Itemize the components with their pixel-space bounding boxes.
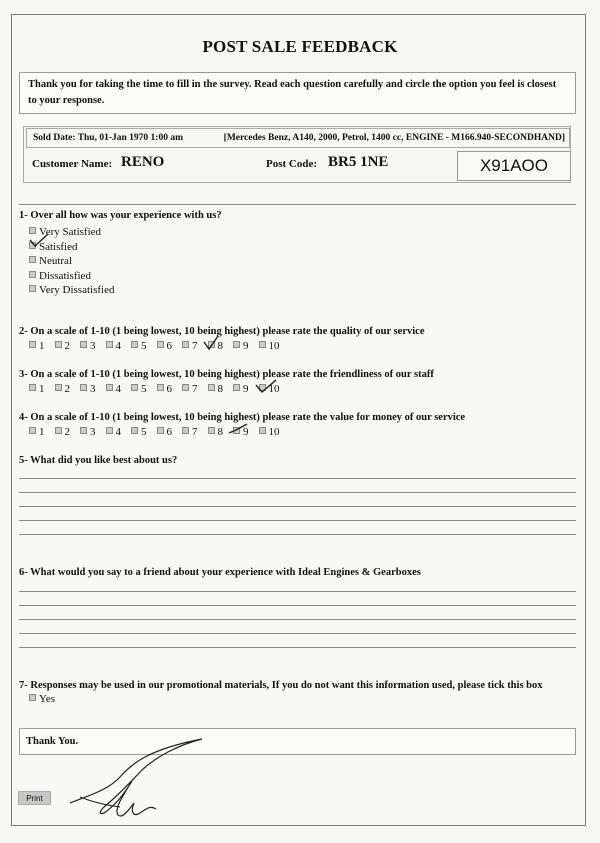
question-7: 7- Responses may be used in our promotional materials, If you do not want this information used, please tick this box (19, 680, 543, 691)
q3-rating-checkbox[interactable] (131, 384, 138, 391)
intro-box: Thank you for taking the time to fill in the survey. Read each question carefully and circle the option you feel is closest to your response. (19, 72, 576, 114)
q2-rating-option[interactable] (131, 340, 157, 352)
q3-rating-option[interactable] (157, 383, 183, 395)
q3-rating-label: 3 (90, 383, 96, 395)
answer-line (19, 478, 576, 479)
customer-name-value: RENO (121, 154, 165, 170)
q3-rating-label: 6 (166, 383, 172, 395)
q2-rating-label: 2 (64, 340, 70, 352)
q4-rating-label: 10 (268, 426, 280, 438)
q4-rating-option[interactable] (106, 426, 132, 438)
q3-rating-checkbox[interactable] (233, 384, 240, 391)
q4-rating-checkbox[interactable] (106, 427, 113, 434)
page-title: POST SALE FEEDBACK (202, 37, 398, 56)
q4-rating-option[interactable] (259, 426, 287, 438)
q1-option[interactable] (29, 254, 72, 268)
q4-rating-checkbox[interactable] (259, 427, 266, 434)
signature (60, 735, 210, 820)
q2-rating-option[interactable] (55, 340, 81, 352)
q2-rating-label: 7 (192, 340, 198, 352)
q3-rating-label: 9 (243, 383, 249, 395)
q3-rating-checkbox[interactable] (182, 384, 189, 391)
q2-rating-option[interactable] (233, 340, 259, 352)
answer-line (19, 633, 576, 634)
post-code-value: BR5 1NE (328, 154, 389, 170)
q2-rating-label: 1 (39, 340, 45, 352)
q2-rating-checkbox[interactable] (233, 341, 240, 348)
q3-rating-checkbox[interactable] (55, 384, 62, 391)
q4-rating-checkbox[interactable] (233, 427, 240, 434)
q1-option-label: Very Dissatisfied (39, 284, 115, 296)
q3-rating-label: 10 (268, 383, 280, 395)
q2-rating-checkbox[interactable] (131, 341, 138, 348)
q4-rating-option[interactable] (182, 426, 208, 438)
answer-line (19, 647, 576, 648)
q2-rating-checkbox[interactable] (55, 341, 62, 348)
q4-rating-option[interactable] (80, 426, 106, 438)
q2-rating-label: 6 (166, 340, 172, 352)
post-code-label: Post Code: (266, 158, 318, 170)
q3-rating-label: 8 (217, 383, 223, 395)
print-button[interactable]: Print (18, 791, 51, 805)
thank-you-box: Thank You. (19, 728, 576, 755)
sale-row (26, 128, 570, 148)
q4-rating-option[interactable] (157, 426, 183, 438)
section-divider (19, 204, 576, 205)
question-3: 3- On a scale of 1-10 (1 being lowest, 10 being highest) please rate the friendliness of our staff (19, 369, 434, 380)
q2-rating-checkbox[interactable] (157, 341, 164, 348)
q4-rating-option[interactable] (29, 426, 55, 438)
q4-rating-label: 2 (64, 426, 70, 438)
q4-rating-option[interactable] (55, 426, 81, 438)
q4-rating-label: 5 (141, 426, 147, 438)
q2-rating-label: 3 (90, 340, 96, 352)
q4-rating-option[interactable] (131, 426, 157, 438)
q4-rating-label: 6 (166, 426, 172, 438)
q4-rating-label: 8 (217, 426, 223, 438)
q4-rating-label: 9 (243, 426, 249, 438)
q3-rating-checkbox[interactable] (208, 384, 215, 391)
question-3-scale (29, 383, 287, 395)
q4-rating-checkbox[interactable] (80, 427, 87, 434)
sold-date: Sold Date: Thu, 01-Jan 1970 1:00 am (33, 133, 183, 143)
question-2-scale (29, 340, 287, 352)
q1-checkbox[interactable] (29, 227, 36, 234)
q1-checkbox[interactable] (29, 242, 36, 249)
q2-rating-checkbox[interactable] (208, 341, 215, 348)
q4-rating-checkbox[interactable] (131, 427, 138, 434)
opt-out-label: Yes (39, 693, 56, 705)
answer-line (19, 520, 576, 521)
q2-rating-label: 4 (115, 340, 121, 352)
q3-rating-option[interactable] (55, 383, 81, 395)
q1-option-label: Satisfied (39, 240, 78, 253)
q3-rating-checkbox[interactable] (29, 384, 36, 391)
answer-line (19, 619, 576, 620)
q4-rating-checkbox[interactable] (157, 427, 164, 434)
q2-rating-label: 9 (243, 340, 249, 352)
q2-rating-option[interactable] (182, 340, 208, 352)
q1-option[interactable] (29, 240, 78, 254)
q4-rating-label: 1 (39, 426, 45, 438)
q3-rating-label: 5 (141, 383, 147, 395)
q1-option[interactable] (29, 225, 101, 239)
q2-rating-checkbox[interactable] (259, 341, 266, 348)
question-6: 6- What would you say to a friend about your experience with Ideal Engines & Gearboxes (19, 567, 421, 578)
q2-rating-label: 5 (141, 340, 147, 352)
q3-rating-label: 1 (39, 383, 45, 395)
q2-rating-checkbox[interactable] (182, 341, 189, 348)
q3-rating-option[interactable] (80, 383, 106, 395)
q1-option[interactable] (29, 269, 91, 283)
q1-checkbox[interactable] (29, 256, 36, 263)
customer-name-label: Customer Name: (32, 158, 113, 170)
q4-rating-label: 7 (192, 426, 198, 438)
q2-rating-label: 8 (217, 340, 223, 352)
q3-rating-label: 4 (115, 383, 121, 395)
q4-rating-option[interactable] (233, 426, 259, 438)
q4-rating-checkbox[interactable] (182, 427, 189, 434)
q2-rating-checkbox[interactable] (80, 341, 87, 348)
q3-rating-checkbox[interactable] (106, 384, 113, 391)
q4-rating-option[interactable] (208, 426, 234, 438)
q2-rating-option[interactable] (259, 340, 287, 352)
q3-rating-label: 7 (192, 383, 198, 395)
q1-option[interactable] (29, 283, 114, 297)
q1-checkbox[interactable] (29, 285, 36, 292)
q4-rating-checkbox[interactable] (55, 427, 62, 434)
answer-line (19, 506, 576, 507)
q3-rating-option[interactable] (106, 383, 132, 395)
vehicle-details: [Mercedes Benz, A140, 2000, Petrol, 1400 cc, ENGINE - M166.940-SECONDHAND] (223, 133, 565, 143)
q1-option-label: Neutral (39, 255, 72, 267)
q2-rating-checkbox[interactable] (106, 341, 113, 348)
q3-rating-option[interactable] (182, 383, 208, 395)
registration-box: X91AOO (457, 151, 571, 181)
question-4: 4- On a scale of 1-10 (1 being lowest, 10 being highest) please rate the value for money of our service (19, 412, 466, 423)
q2-rating-option[interactable] (106, 340, 132, 352)
answer-line (19, 605, 576, 606)
q3-rating-option[interactable] (29, 383, 55, 395)
q3-rating-option[interactable] (259, 383, 287, 395)
question-4-scale (29, 426, 287, 438)
q3-rating-checkbox[interactable] (259, 384, 266, 391)
q3-rating-label: 2 (64, 383, 70, 395)
q3-rating-option[interactable] (131, 383, 157, 395)
opt-out-checkbox[interactable] (29, 694, 36, 701)
q3-rating-checkbox[interactable] (157, 384, 164, 391)
q1-option-label: Dissatisfied (39, 269, 91, 282)
opt-out-option[interactable] (29, 692, 55, 706)
question-5: 5- What did you like best about us? (19, 455, 178, 466)
q4-rating-checkbox[interactable] (208, 427, 215, 434)
q3-rating-option[interactable] (208, 383, 234, 395)
answer-line (19, 492, 576, 493)
q1-option-label: Very Satisfied (39, 226, 102, 238)
q2-rating-option[interactable] (80, 340, 106, 352)
q3-rating-option[interactable] (233, 383, 259, 395)
answer-line (19, 591, 576, 592)
q4-rating-label: 3 (90, 426, 96, 438)
q2-rating-option[interactable] (208, 340, 234, 352)
q2-rating-option[interactable] (157, 340, 183, 352)
sale-info-box (23, 126, 571, 183)
q1-checkbox[interactable] (29, 271, 36, 278)
q4-rating-label: 4 (115, 426, 121, 438)
q2-rating-label: 10 (268, 340, 280, 352)
question-2: 2- On a scale of 1-10 (1 being lowest, 10 being highest) please rate the quality of our service (19, 326, 425, 337)
q2-rating-checkbox[interactable] (29, 341, 36, 348)
question-1: 1- Over all how was your experience with us? (19, 210, 222, 221)
q2-rating-option[interactable] (29, 340, 55, 352)
q3-rating-checkbox[interactable] (80, 384, 87, 391)
answer-line (19, 534, 576, 535)
q4-rating-checkbox[interactable] (29, 427, 36, 434)
